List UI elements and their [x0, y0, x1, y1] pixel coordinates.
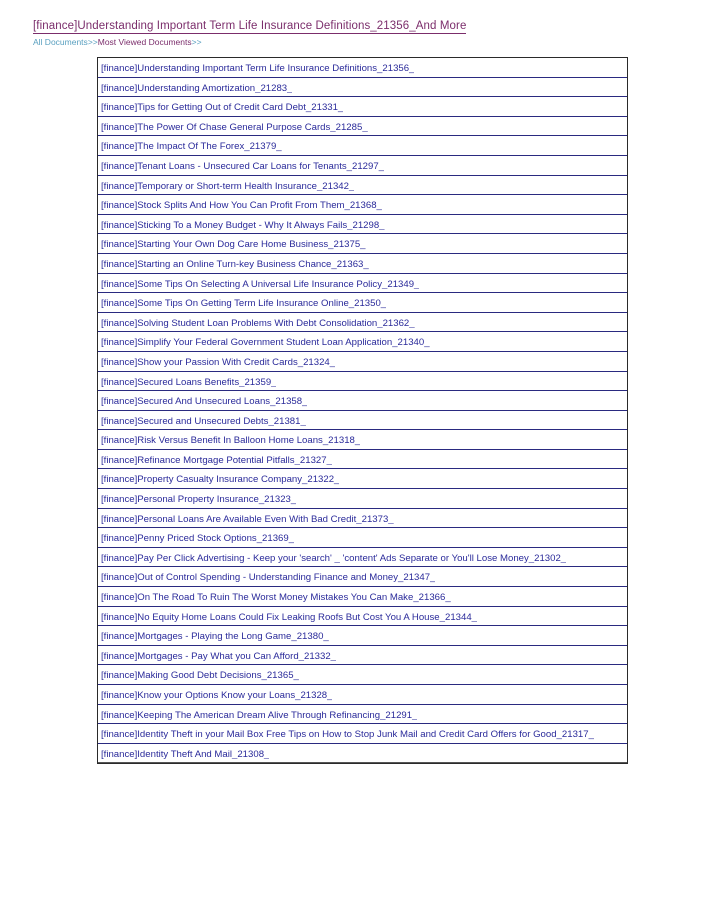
- table-row: [98, 156, 627, 176]
- table-row: [98, 450, 627, 470]
- table-row: [98, 665, 627, 685]
- document-link[interactable]: [finance]Mortgages - Pay What you Can Afford_21332_: [101, 650, 337, 662]
- document-link[interactable]: [finance]Some Tips On Selecting A Universal Life Insurance Policy_21349_: [101, 278, 420, 290]
- table-row: [98, 117, 627, 137]
- table-row: [98, 176, 627, 196]
- table-row: [98, 548, 627, 568]
- document-link[interactable]: [finance]Sticking To a Money Budget - Why It Always Fails_21298_: [101, 219, 385, 231]
- table-row: [98, 489, 627, 509]
- table-row: [98, 469, 627, 489]
- document-link[interactable]: [finance]Making Good Debt Decisions_21365_: [101, 670, 299, 681]
- table-row: [98, 685, 627, 705]
- table-row: [98, 234, 627, 254]
- document-link[interactable]: [finance]Tenant Loans - Unsecured Car Loans for Tenants_21297_: [101, 160, 385, 172]
- table-row: [98, 136, 627, 156]
- table-row: [98, 724, 627, 744]
- document-link[interactable]: [finance]On The Road To Ruin The Worst Money Mistakes You Can Make_21366_: [101, 592, 451, 603]
- table-row: [98, 313, 627, 333]
- table-row: [98, 646, 627, 666]
- document-link[interactable]: [finance]The Impact Of The Forex_21379_: [101, 141, 282, 152]
- document-list: [97, 57, 628, 764]
- document-link[interactable]: [finance]Property Casualty Insurance Company_21322_: [101, 474, 340, 486]
- document-link[interactable]: [finance]Simplify Your Federal Government Student Loan Application_21340_: [101, 337, 430, 348]
- breadcrumb-separator: >>: [191, 37, 202, 47]
- table-row: [98, 626, 627, 646]
- table-row: [98, 528, 627, 548]
- document-link[interactable]: [finance]Pay Per Click Advertising - Keep your 'search' _ 'content' Ads Separate or You'll Lose Money_21302_: [101, 552, 567, 564]
- document-link[interactable]: [finance]Identity Theft in your Mail Box Free Tips on How to Stop Junk Mail and Credit Card Offers for Good_21317_: [101, 729, 594, 740]
- table-row: [98, 509, 627, 529]
- table-row: [98, 78, 627, 98]
- breadcrumb: [33, 37, 202, 47]
- document-link[interactable]: [finance]Starting an Online Turn-key Business Chance_21363_: [101, 258, 369, 270]
- document-link[interactable]: [finance]No Equity Home Loans Could Fix Leaking Roofs But Cost You A House_21344_: [101, 611, 477, 623]
- table-row: [98, 215, 627, 235]
- document-link[interactable]: [finance]Mortgages - Playing the Long Game_21380_: [101, 631, 329, 642]
- breadcrumb-all-documents[interactable]: All Documents: [33, 37, 88, 47]
- document-link[interactable]: [finance]Some Tips On Getting Term Life Insurance Online_21350_: [101, 298, 387, 309]
- table-row: [98, 274, 627, 294]
- document-link[interactable]: [finance]Tips for Getting Out of Credit Card Debt_21331_: [101, 102, 344, 113]
- table-row: [98, 411, 627, 431]
- table-row: [98, 97, 627, 117]
- document-link[interactable]: [finance]Show your Passion With Credit Cards_21324_: [101, 356, 336, 368]
- document-link[interactable]: [finance]Know your Options Know your Loans_21328_: [101, 690, 333, 701]
- document-link[interactable]: [finance]The Power Of Chase General Purpose Cards_21285_: [101, 121, 368, 133]
- document-link[interactable]: [finance]Solving Student Loan Problems With Debt Consolidation_21362_: [101, 317, 415, 329]
- document-link[interactable]: [finance]Risk Versus Benefit In Balloon Home Loans_21318_: [101, 435, 361, 446]
- table-row: [98, 195, 627, 215]
- document-link[interactable]: [finance]Secured And Unsecured Loans_21358_: [101, 396, 308, 407]
- document-link[interactable]: [finance]Starting Your Own Dog Care Home Business_21375_: [101, 239, 366, 250]
- table-row: [98, 744, 627, 764]
- table-row: [98, 391, 627, 411]
- page-title-link[interactable]: [finance]Understanding Important Term Life Insurance Definitions_21356_And More: [33, 20, 467, 32]
- document-link[interactable]: [finance]Refinance Mortgage Potential Pitfalls_21327_: [101, 454, 332, 466]
- breadcrumb-separator: >>: [87, 37, 98, 47]
- table-row: [98, 607, 627, 627]
- document-link[interactable]: [finance]Penny Priced Stock Options_21369_: [101, 533, 295, 544]
- document-link[interactable]: [finance]Keeping The American Dream Alive Through Refinancing_21291_: [101, 709, 418, 721]
- document-link[interactable]: [finance]Understanding Amortization_21283_: [101, 82, 293, 94]
- table-row: [98, 58, 627, 78]
- table-row: [98, 587, 627, 607]
- document-link[interactable]: [finance]Stock Splits And How You Can Profit From Them_21368_: [101, 200, 382, 211]
- table-row: [98, 254, 627, 274]
- table-row: [98, 372, 627, 392]
- table-row: [98, 567, 627, 587]
- document-link[interactable]: [finance]Secured Loans Benefits_21359_: [101, 376, 277, 388]
- document-link[interactable]: [finance]Secured and Unsecured Debts_21381_: [101, 415, 306, 427]
- document-link[interactable]: [finance]Personal Property Insurance_21323_: [101, 494, 297, 505]
- document-link[interactable]: [finance]Out of Control Spending - Understanding Finance and Money_21347_: [101, 572, 436, 584]
- table-row: [98, 352, 627, 372]
- document-link[interactable]: [finance]Identity Theft And Mail_21308_: [101, 748, 270, 760]
- table-row: [98, 430, 627, 450]
- document-link[interactable]: [finance]Personal Loans Are Available Even With Bad Credit_21373_: [101, 513, 394, 525]
- table-row: [98, 332, 627, 352]
- document-link[interactable]: [finance]Understanding Important Term Life Insurance Definitions_21356_: [101, 63, 415, 74]
- table-row: [98, 705, 627, 725]
- table-row: [98, 293, 627, 313]
- breadcrumb-most-viewed-documents[interactable]: Most Viewed Documents: [97, 37, 192, 47]
- document-link[interactable]: [finance]Temporary or Short-term Health Insurance_21342_: [101, 180, 355, 192]
